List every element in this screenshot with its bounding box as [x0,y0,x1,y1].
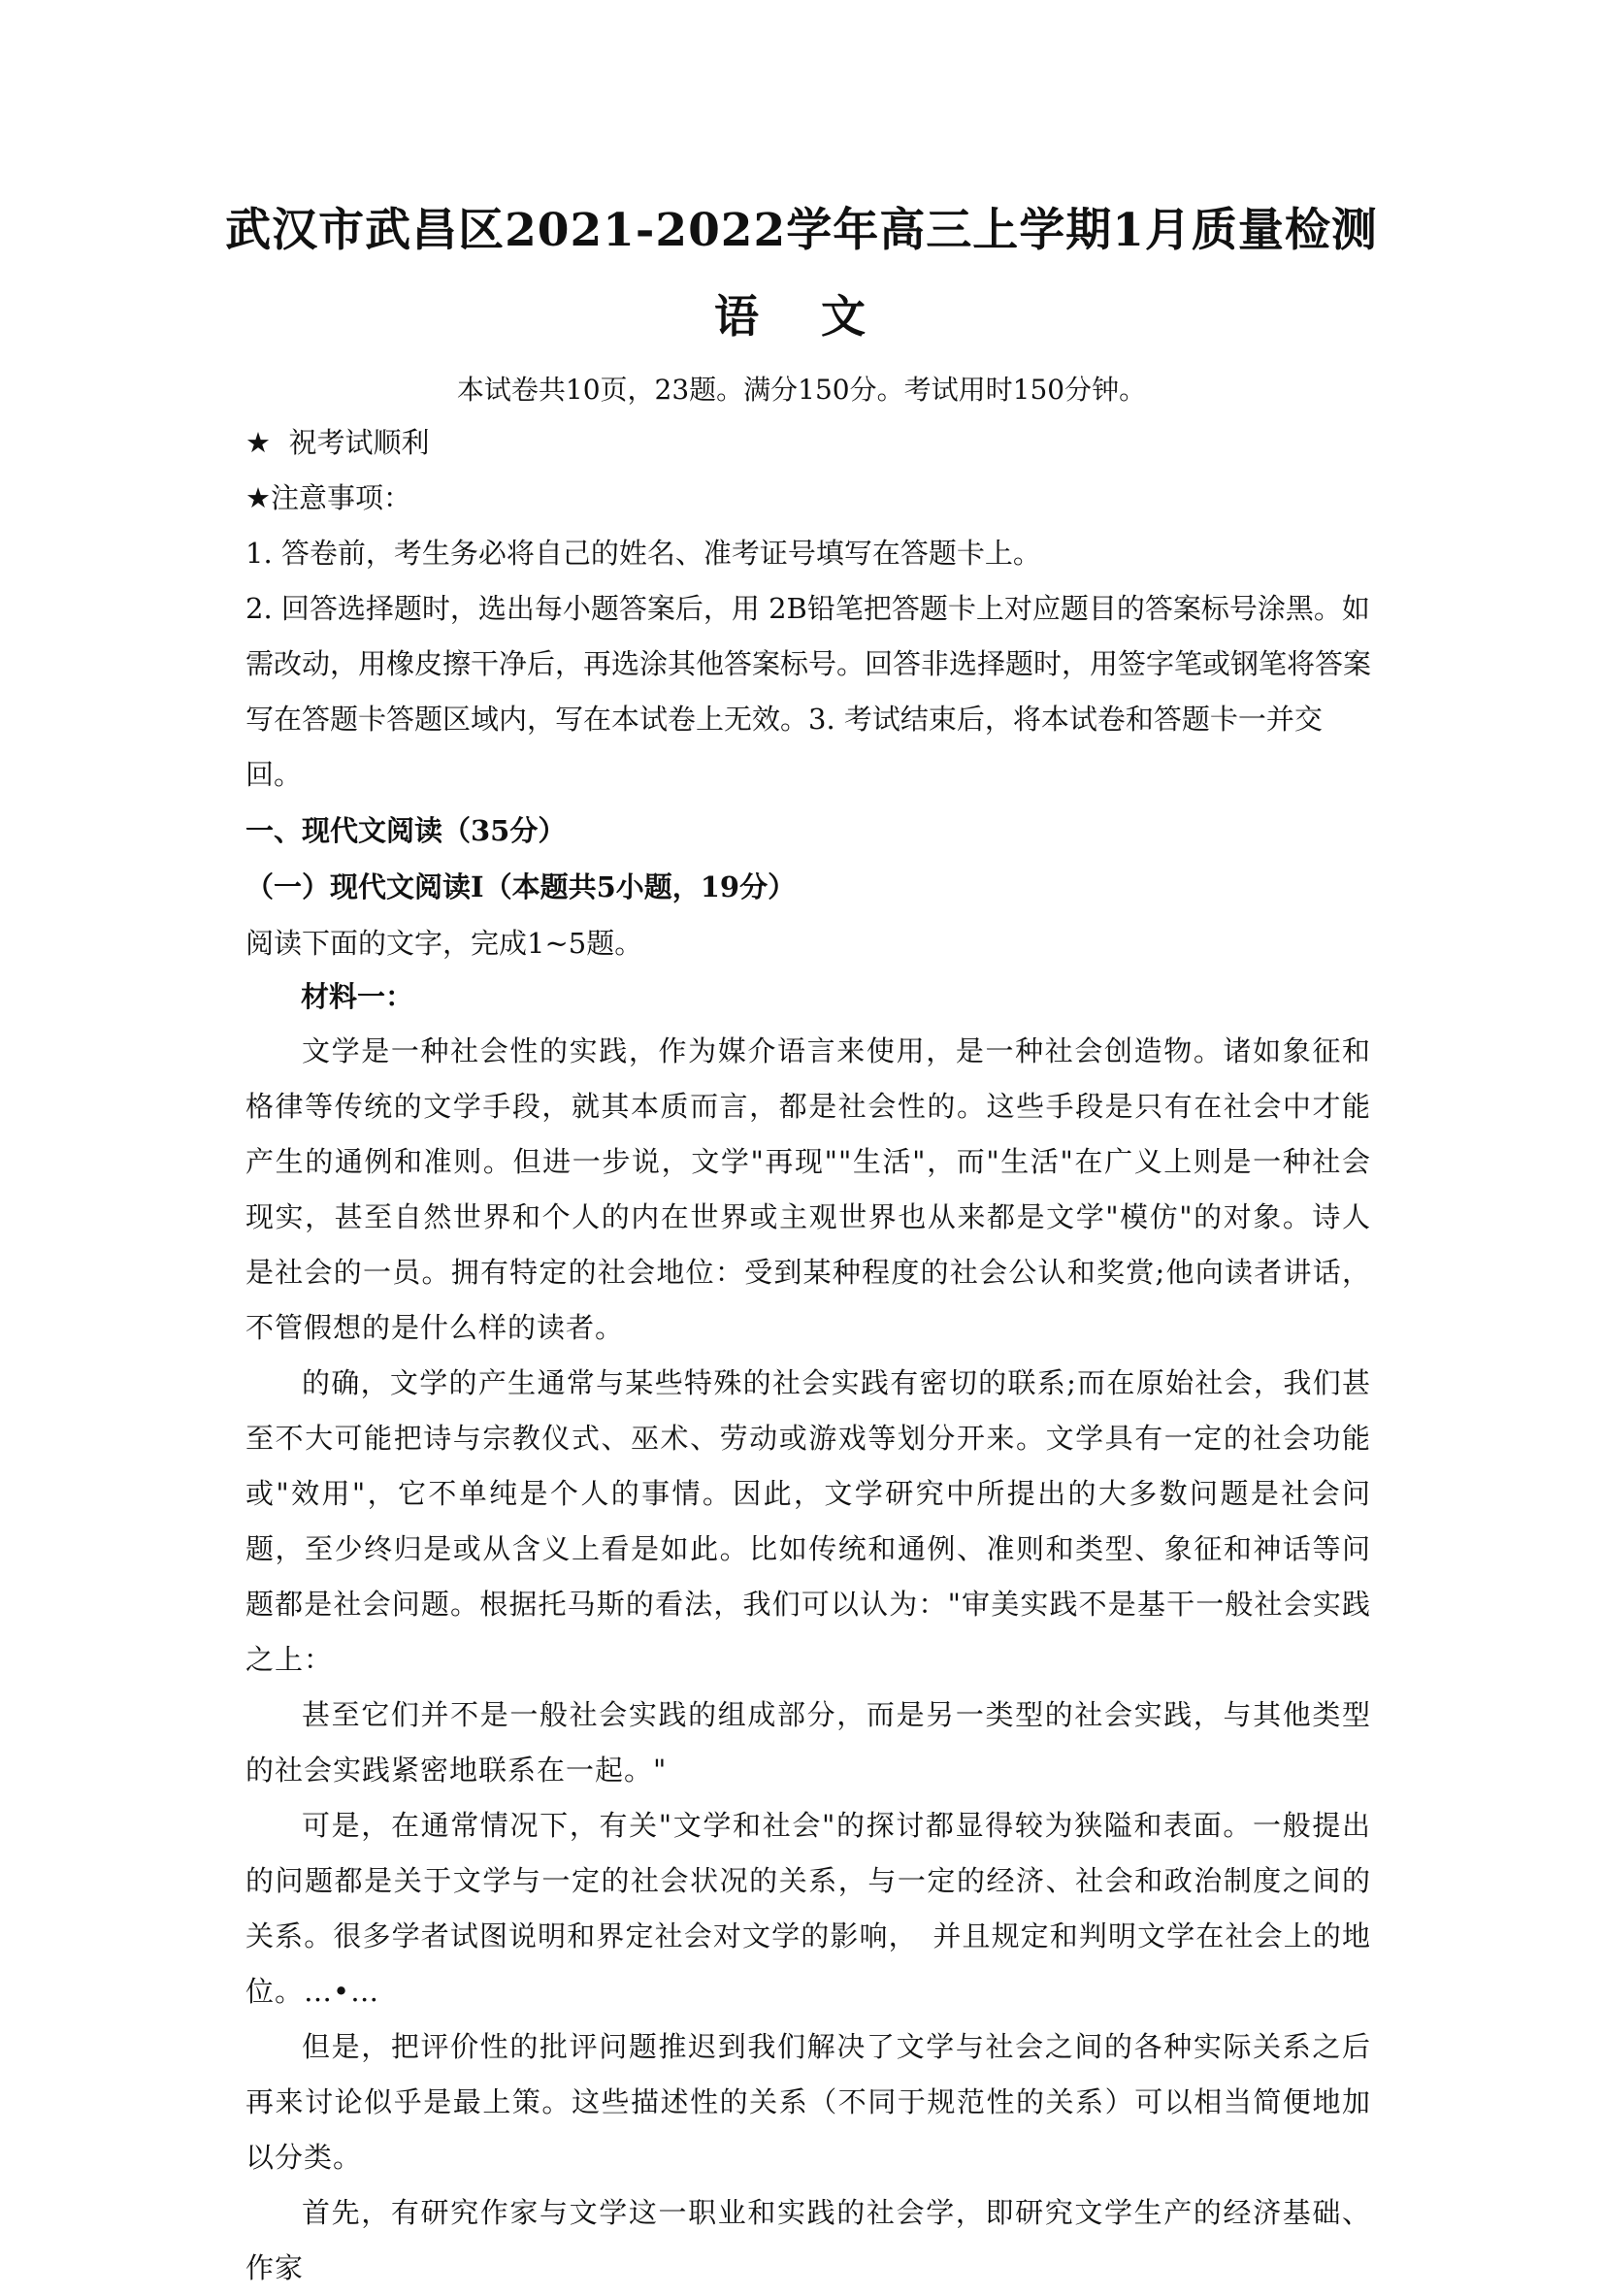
note-item: 1. 答卷前，考生务必将自己的姓名、准考证号填写在答题卡上。 [245,537,1041,570]
star-icon: ★ [245,481,271,514]
reading-instruction: 阅读下面的文字，完成1~5题。 [245,927,643,960]
exam-info: 本试卷共10页，23题。满分150分。考试用时150分钟。 [456,374,1147,406]
notes-section [245,415,1371,803]
notes-heading-text: 注意事项： [271,481,412,514]
passage-paragraph: 可是，在通常情况下，有关"文学和社会"的探讨都显得较为狭隘和表面。一般提出的问题都是关于文学与一定的社会状况的关系，与一定的经济、社会和政治制度之间的关系。很多学者试图说明和界定社会对文学的影响， 并且规定和判明文学在社会上的地位。…•… [245,1809,1371,2008]
note-item: 2. 回答选择题时，选出每小题答案后，用 2B铅笔把答题卡上对应题目的答案标号涂黑。如需改动，用橡皮擦干净后，再选涂其他答案标号。回答非选择题时，用签字笔或钢笔将答案写在答题卡答题区域内，写在本试卷上无效。3. 考试结束后，将本试卷和答题卡一并交回。 [245,592,1372,791]
passage-paragraph: 文学是一种社会性的实践，作为媒介语言来使用，是一种社会创造物。诸如象征和格律等传统的文学手段，就其本质而言，都是社会性的。这些手段是只有在社会中才能产生的通例和准则。但进一步说，文学"再现""生活"，而"生活"在广义上则是一种社会现实，甚至自然世界和个人的内在世界或主观世界也从来都是文学"模仿"的对象。诗人是社会的一员。拥有特定的社会地位：受到某种程度的社会公认和奖赏;他向读者讲话，不管假想的是什么样的读者。 [245,1034,1371,1344]
passage-paragraph: 但是，把评价性的批评问题推迟到我们解决了文学与社会之间的各种实际关系之后再来讨论似乎是最上策。这些描述性的关系（不同于规范性的关系）可以相当简便地加以分类。 [245,2030,1371,2174]
wish-text: 祝考试顺利 [288,426,430,459]
star-icon: ★ [245,426,271,459]
passage-paragraph: 甚至它们并不是一般社会实践的组成部分，而是另一类型的社会实践，与其他类型的社会实践紧密地联系在一起。" [245,1698,1371,1787]
reading-passage [245,1024,1371,2296]
subsection-heading: （一）现代文阅读Ⅰ（本题共5小题，19分） [245,870,797,903]
passage-paragraph: 首先，有研究作家与文学这一职业和实践的社会学，即研究文学生产的经济基础、作家 [245,2196,1371,2284]
exam-title: 武汉市武昌区2021-2022学年高三上学期1月质量检测 [225,204,1378,257]
section-heading: 一、现代文阅读（35分） [245,814,567,847]
notes-heading [245,471,1371,526]
wish-line [245,415,1371,471]
passage-paragraph: 的确，文学的产生通常与某些特殊的社会实践有密切的联系;而在原始社会，我们甚至不大可能把诗与宗教仪式、巫术、劳动或游戏等划分开来。文学具有一定的社会功能或"效用"，它不单纯是个人的事情。因此，文学研究中所提出的大多数问题是社会问题，至少终归是或从含义上看是如此。比如传统和通例、准则和类型、象征和神话等问题都是社会问题。根据托马斯的看法，我们可以认为："审美实践不是基干一般社会实践之上： [245,1366,1371,1676]
material-label: 材料一： [301,980,414,1013]
subject-heading: 语 文 [713,290,889,343]
